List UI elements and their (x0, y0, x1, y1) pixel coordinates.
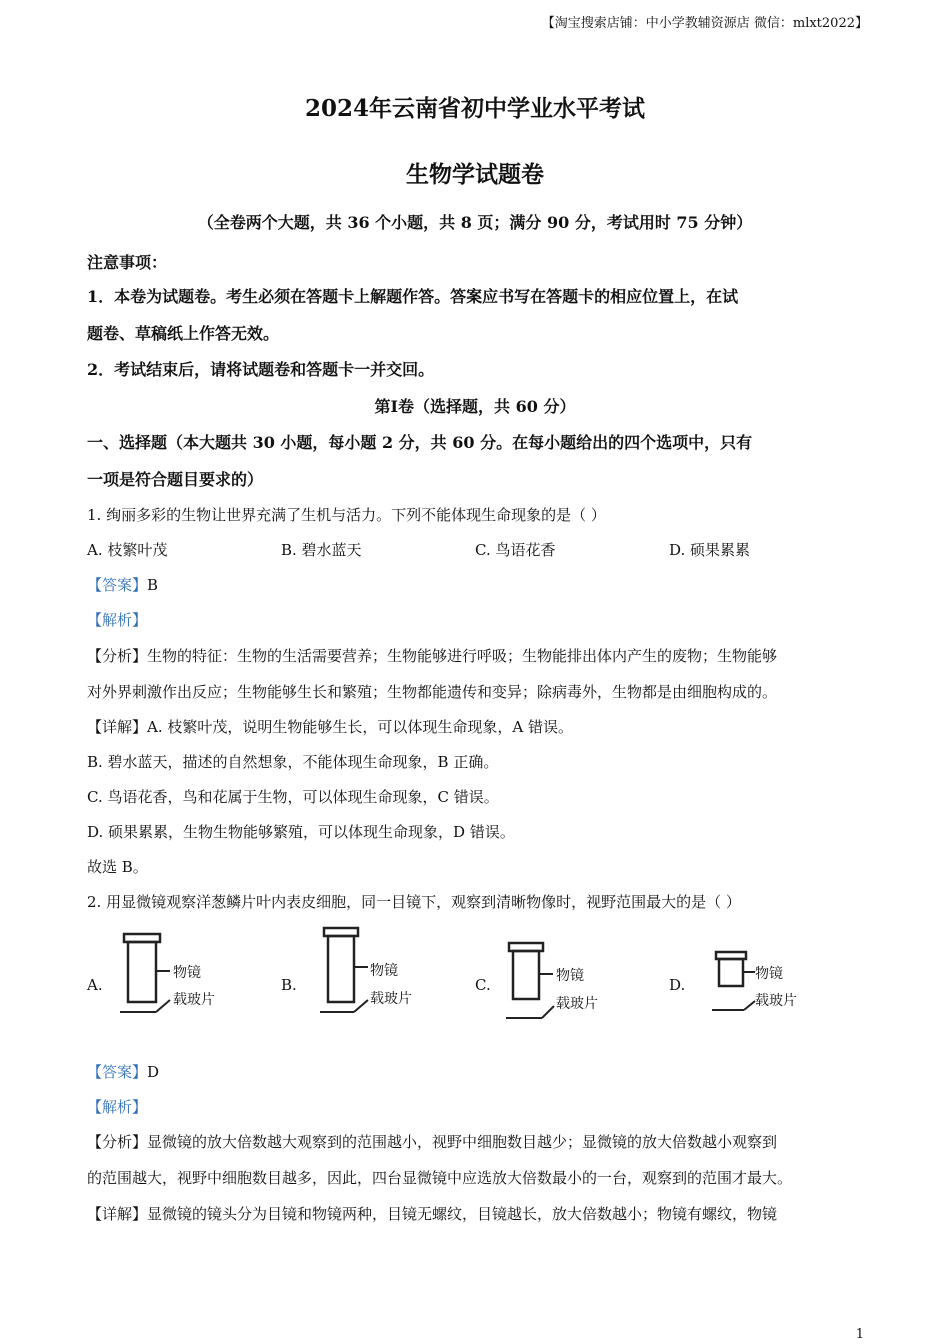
q2-option-b-lens-label: 物镜 (370, 963, 398, 979)
section-title: 第Ⅰ卷（选择题，共 60 分） (374, 397, 576, 416)
paper-subtitle: 生物学试题卷 (406, 161, 544, 188)
q1-detail-3: C. 鸟语花香，鸟和花属于生物，可以体现生命现象，C 错误。 (87, 788, 499, 806)
q2-option-b-slide-label: 载玻片 (370, 991, 412, 1007)
answer-tag: 【答案】 (87, 1063, 148, 1081)
q2-answer: D (147, 1063, 160, 1081)
exam-title: 2024年云南省初中学业水平考试 (304, 95, 645, 122)
q1-answer: B (147, 576, 159, 594)
q2-option-d-lens-label: 物镜 (755, 966, 783, 982)
q2-option-d-letter: D. (669, 976, 686, 994)
q2-option-b-letter: B. (281, 976, 297, 994)
q1-option-d: D. 硕果累累 (669, 541, 751, 559)
q2-option-a-lens-label: 物镜 (173, 965, 201, 981)
q2-analysis-tag: 【解析】 (87, 1098, 148, 1116)
q2-analysis-b: 的范围越大，视野中细胞数目越多，因此，四台显微镜中应选放大倍数最小的一台，观察到的范围才最大。 (87, 1169, 793, 1187)
q2-stem: 2. 用显微镜观察洋葱鳞片叶内表皮细胞，同一目镜下，观察到清晰物像时，视野范围最大的是（ ） (87, 893, 741, 911)
q1-conclusion: 故选 B。 (87, 858, 148, 876)
answer-tag: 【答案】 (87, 576, 148, 594)
q1-option-c: C. 鸟语花香 (475, 541, 556, 559)
q1-detail-4: D. 硕果累累，生物生物能够繁殖，可以体现生命现象，D 错误。 (87, 823, 515, 841)
q2-analysis-a: 【分析】显微镜的放大倍数越大观察到的范围越小，视野中细胞数目越少；显微镜的放大倍数越小观察到 (87, 1133, 778, 1151)
q1-analysis-tag: 【解析】 (87, 611, 148, 629)
q2-detail-1: 【详解】显微镜的镜头分为目镜和物镜两种，目镜无螺纹，目镜越长，放大倍数越小；物镜有螺纹，物镜 (87, 1205, 778, 1223)
page-number: 1 (855, 1327, 864, 1342)
exam-info: （全卷两个大题，共 36 个小题，共 8 页；满分 90 分，考试用时 75 分钟） (197, 213, 753, 232)
q1-option-b: B. 碧水蓝天 (281, 541, 362, 559)
q1-stem: 1. 绚丽多彩的生物让世界充满了生机与活力。下列不能体现生命现象的是（ ） (87, 506, 606, 524)
q2-option-d-slide-label: 载玻片 (755, 993, 797, 1009)
q1-option-a: A. 枝繁叶茂 (87, 541, 168, 559)
q2-option-a-letter: A. (87, 976, 103, 994)
q2-option-c-slide-label: 载玻片 (556, 996, 598, 1012)
notice-item-1a: 1．本卷为试题卷。考生必须在答题卡上解题作答。答案应书写在答题卡的相应位置上，在试 (87, 287, 739, 306)
q1-detail-1: 【详解】A. 枝繁叶茂，说明生物能够生长，可以体现生命现象，A 错误。 (87, 718, 573, 736)
q2-answer-line (87, 1061, 159, 1082)
part-heading-a: 一、选择题（本大题共 30 小题，每小题 2 分，共 60 分。在每小题给出的四个选项中，只有 (87, 433, 753, 452)
header-note: 【淘宝搜索店铺：中小学教辅资源店 微信：mlxt2022】 (541, 16, 868, 31)
q1-analysis-b: 对外界刺激作出反应；生物能够生长和繁殖；生物都能遗传和变异；除病毒外，生物都是由细胞构成的。 (87, 683, 778, 701)
notice-item-2: 2．考试结束后，请将试题卷和答题卡一并交回。 (87, 360, 435, 379)
q1-detail-2: B. 碧水蓝天，描述的自然想象，不能体现生命现象，B 正确。 (87, 753, 499, 771)
notice-item-1b: 题卷、草稿纸上作答无效。 (87, 324, 280, 343)
q1-analysis-a: 【分析】生物的特征：生物的生活需要营养；生物能够进行呼吸；生物能排出体内产生的废物；生物能够 (87, 647, 778, 665)
q1-answer-line (87, 574, 158, 595)
part-heading-b: 一项是符合题目要求的） (87, 470, 264, 489)
q2-option-c-letter: C. (475, 976, 491, 994)
q2-option-c-lens-label: 物镜 (556, 968, 584, 984)
notice-heading: 注意事项： (87, 253, 168, 272)
q2-option-a-slide-label: 载玻片 (173, 992, 215, 1008)
